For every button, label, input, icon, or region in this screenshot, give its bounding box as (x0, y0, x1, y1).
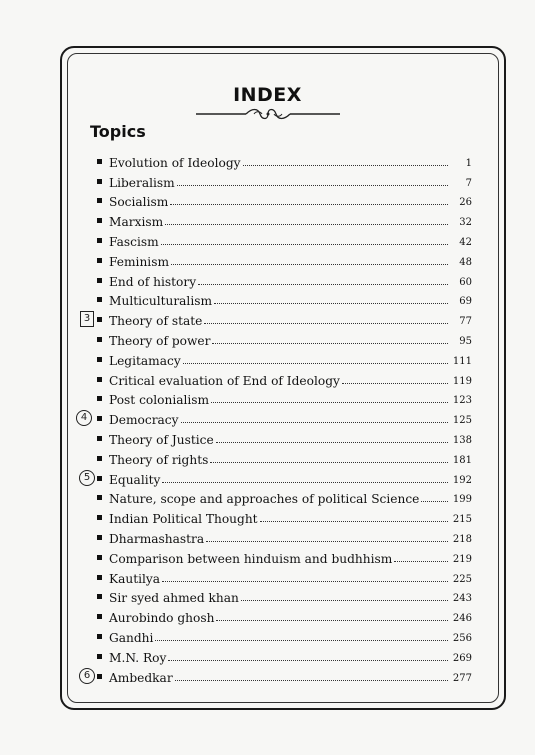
bullet-icon (97, 198, 102, 203)
toc-topic: Kautilya (109, 571, 161, 586)
toc-page-number: 218 (452, 533, 472, 545)
toc-entry (92, 605, 472, 625)
toc-page-number: 181 (452, 454, 472, 466)
toc-entry (92, 427, 472, 447)
toc-page-number: 215 (452, 514, 472, 526)
handwritten-mark: 4 (76, 410, 92, 426)
toc-entry (92, 368, 472, 388)
bullet-icon (97, 555, 102, 560)
toc-entry (92, 526, 472, 546)
bullet-icon (97, 278, 102, 283)
bullet-icon (97, 357, 102, 362)
bullet-icon (97, 416, 102, 421)
toc-page-number: 199 (452, 494, 472, 506)
dot-leader (168, 660, 448, 661)
toc-page-number: 95 (459, 335, 472, 347)
bullet-icon (97, 594, 102, 599)
bullet-icon (97, 159, 102, 164)
toc-topic: Equality (109, 472, 161, 487)
toc-entry (92, 348, 472, 368)
toc-page-number: 69 (459, 296, 472, 308)
dot-leader (204, 323, 448, 324)
dot-leader (177, 185, 448, 186)
dot-leader (155, 640, 448, 641)
toc-entry (92, 269, 472, 289)
toc-entry (92, 506, 472, 526)
toc-entry (92, 170, 472, 190)
toc-entry (92, 388, 472, 408)
toc-topic: Legitamacy (109, 353, 181, 368)
dot-leader (162, 482, 448, 483)
toc-topic: Marxism (109, 215, 164, 230)
dot-leader (171, 264, 448, 265)
dot-leader (241, 600, 448, 601)
dot-leader (175, 680, 448, 681)
toc-topic: Democracy (109, 413, 179, 428)
bullet-icon (97, 515, 102, 520)
toc-page-number: 1 (465, 157, 472, 169)
bullet-icon (97, 674, 102, 679)
toc-topic: Multiculturalism (109, 294, 213, 309)
toc-entry (92, 566, 472, 586)
toc-topic: Critical evaluation of End of Ideology (109, 373, 340, 388)
toc-topic: Theory of state (109, 314, 203, 329)
toc-topic: Sir syed ahmed khan (109, 591, 239, 606)
bullet-icon (97, 337, 102, 342)
handwritten-mark: 5 (79, 470, 95, 486)
toc-entry (92, 229, 472, 249)
page-title: INDEX (233, 84, 302, 106)
toc-entry (92, 645, 472, 665)
toc-topic: Ambedkar (109, 670, 173, 685)
table-of-contents (92, 150, 472, 685)
toc-topic: Comparison between hinduism and budhhism (109, 551, 393, 566)
toc-topic: Liberalism (109, 175, 175, 190)
dot-leader (210, 462, 448, 463)
toc-topic: Socialism (109, 195, 169, 210)
toc-page-number: 243 (452, 593, 472, 605)
toc-entry (92, 546, 472, 566)
toc-page-number: 138 (452, 434, 472, 446)
toc-entry (92, 150, 472, 170)
bullet-icon (97, 238, 102, 243)
bullet-icon (97, 654, 102, 659)
toc-entry (92, 487, 472, 507)
toc-entry (92, 249, 472, 269)
toc-topic: Theory of power (109, 333, 211, 348)
toc-topic: Indian Political Thought (109, 512, 258, 527)
bullet-icon (97, 634, 102, 639)
toc-topic: Theory of rights (109, 452, 209, 467)
bullet-icon (97, 476, 102, 481)
toc-page-number: 123 (452, 395, 472, 407)
dot-leader (206, 541, 448, 542)
dot-leader (161, 244, 448, 245)
dot-leader (214, 303, 448, 304)
bullet-icon (97, 575, 102, 580)
toc-page-number: 77 (459, 316, 472, 328)
dot-leader (162, 581, 448, 582)
toc-page-number: 111 (452, 355, 472, 367)
toc-entry (92, 289, 472, 309)
toc-entry (92, 209, 472, 229)
dot-leader (394, 561, 448, 562)
toc-entry (92, 665, 472, 685)
toc-topic: Nature, scope and approaches of political Science (109, 492, 420, 507)
bullet-icon (97, 396, 102, 401)
bullet-icon (97, 535, 102, 540)
toc-page-number: 125 (452, 415, 472, 427)
handwritten-mark: 3 (80, 311, 94, 327)
dot-leader (198, 284, 448, 285)
toc-page-number: 269 (452, 652, 472, 664)
toc-topic: Aurobindo ghosh (109, 611, 215, 626)
toc-topic: End of history (109, 274, 197, 289)
toc-topic: Gandhi (109, 630, 154, 645)
dot-leader (342, 383, 448, 384)
toc-page-number: 256 (452, 632, 472, 644)
dot-leader (216, 620, 448, 621)
bullet-icon (97, 317, 102, 322)
topics-heading: Topics (90, 122, 146, 141)
bullet-icon (97, 456, 102, 461)
toc-page-number: 42 (459, 236, 472, 248)
toc-entry (92, 586, 472, 606)
bullet-icon (97, 436, 102, 441)
toc-entry (92, 328, 472, 348)
bullet-icon (97, 218, 102, 223)
dot-leader (170, 204, 448, 205)
bullet-icon (97, 495, 102, 500)
bullet-icon (97, 297, 102, 302)
handwritten-mark: 6 (79, 668, 95, 684)
dot-leader (216, 442, 448, 443)
toc-page-number: 219 (452, 553, 472, 565)
toc-entry (92, 625, 472, 645)
bullet-icon (97, 179, 102, 184)
toc-topic: Feminism (109, 254, 170, 269)
toc-topic: Theory of Justice (109, 432, 214, 447)
dot-leader (211, 402, 448, 403)
dot-leader (212, 343, 448, 344)
toc-page-number: 192 (452, 474, 472, 486)
toc-topic: Post colonialism (109, 393, 210, 408)
bullet-icon (97, 377, 102, 382)
toc-page-number: 60 (459, 276, 472, 288)
toc-entry (92, 467, 472, 487)
toc-topic: Evolution of Ideology (109, 155, 241, 170)
toc-page-number: 277 (452, 672, 472, 684)
toc-page-number: 246 (452, 613, 472, 625)
dot-leader (260, 521, 448, 522)
toc-entry (92, 308, 472, 328)
dot-leader (181, 422, 448, 423)
dot-leader (243, 165, 448, 166)
bullet-icon (97, 614, 102, 619)
toc-topic: Dharmashastra (109, 531, 205, 546)
dot-leader (183, 363, 448, 364)
toc-page-number: 26 (459, 197, 472, 209)
toc-page-number: 225 (452, 573, 472, 585)
toc-page-number: 7 (465, 177, 472, 189)
toc-page-number: 32 (459, 217, 472, 229)
dot-leader (165, 224, 448, 225)
toc-topic: Fascism (109, 234, 159, 249)
toc-entry (92, 447, 472, 467)
toc-page-number: 48 (459, 256, 472, 268)
toc-page-number: 119 (452, 375, 472, 387)
bullet-icon (97, 258, 102, 263)
toc-entry (92, 407, 472, 427)
ornament-divider (196, 106, 340, 122)
toc-topic: M.N. Roy (109, 650, 167, 665)
dot-leader (421, 501, 448, 502)
toc-entry (92, 190, 472, 210)
